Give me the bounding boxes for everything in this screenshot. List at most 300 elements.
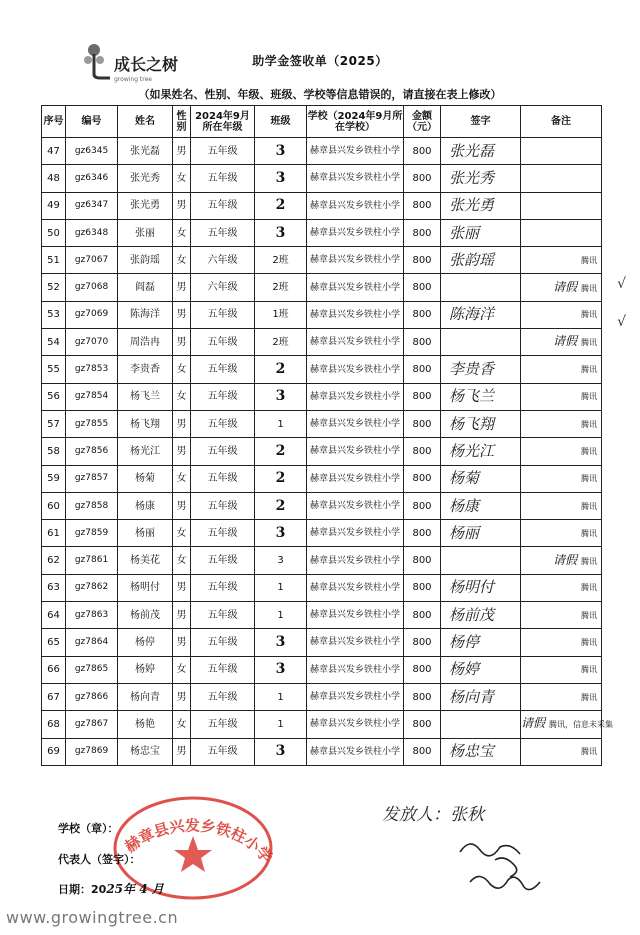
cell-code: gz7862	[66, 574, 118, 601]
cell-gender: 男	[173, 602, 191, 629]
cell-class: 2	[255, 465, 307, 492]
cell-no: 66	[42, 656, 66, 683]
header-name: 姓名	[118, 106, 173, 138]
cell-school: 赫章县兴发乡铁柱小学	[307, 683, 404, 710]
remark-text: 腾讯	[581, 692, 597, 702]
remark-text: 腾讯	[581, 446, 597, 456]
cell-amount: 800	[404, 656, 441, 683]
cell-grade: 五年级	[191, 656, 255, 683]
cell-signature: 张丽	[441, 219, 521, 246]
cell-signature: 杨忠宝	[441, 738, 521, 765]
cell-no: 51	[42, 247, 66, 274]
footer-date-label: 日期：2025年 4 月	[58, 882, 164, 896]
cell-no: 48	[42, 165, 66, 192]
cell-name: 杨艳	[118, 711, 173, 738]
cell-signature: 杨前茂	[441, 602, 521, 629]
cell-gender: 男	[173, 138, 191, 165]
cell-school: 赫章县兴发乡铁柱小学	[307, 547, 404, 574]
cell-remark	[521, 410, 602, 437]
cell-amount: 800	[404, 247, 441, 274]
cell-remark	[521, 329, 602, 356]
cell-gender: 男	[173, 629, 191, 656]
cell-grade: 六年级	[191, 274, 255, 301]
cell-class: 2	[255, 356, 307, 383]
remark-text: 腾讯	[581, 365, 597, 375]
cell-no: 63	[42, 574, 66, 601]
cell-remark	[521, 356, 602, 383]
cell-name: 陈海洋	[118, 301, 173, 328]
handwritten-issuer: 发放人：张秋	[382, 805, 484, 825]
remark-text: 腾讯	[581, 283, 597, 293]
cell-gender: 女	[173, 711, 191, 738]
table-row	[42, 356, 602, 383]
cell-school: 赫章县兴发乡铁柱小学	[307, 520, 404, 547]
cell-school: 赫章县兴发乡铁柱小学	[307, 219, 404, 246]
watermark-url: www.growingtree.cn	[6, 908, 179, 927]
cell-name: 杨飞兰	[118, 383, 173, 410]
cell-remark	[521, 629, 602, 656]
remark-text: 腾讯	[581, 747, 597, 757]
cell-remark	[521, 683, 602, 710]
cell-gender: 女	[173, 356, 191, 383]
cell-code: gz7867	[66, 711, 118, 738]
header-school: 学校（2024年9月所在学校）	[307, 106, 404, 138]
cell-class: 3	[255, 520, 307, 547]
cell-name: 张光勇	[118, 192, 173, 219]
cell-code: gz6346	[66, 165, 118, 192]
cell-amount: 800	[404, 492, 441, 519]
table-row	[42, 629, 602, 656]
cell-no: 59	[42, 465, 66, 492]
footer-school-label: 学校（章）：	[58, 822, 119, 835]
cell-class: 3	[255, 656, 307, 683]
cell-remark	[521, 301, 602, 328]
table-header-row	[42, 106, 602, 138]
cell-amount: 800	[404, 219, 441, 246]
cell-no: 65	[42, 629, 66, 656]
cell-amount: 800	[404, 438, 441, 465]
cell-no: 64	[42, 602, 66, 629]
cell-class: 2班	[255, 329, 307, 356]
cell-remark	[521, 574, 602, 601]
cell-remark	[521, 711, 614, 738]
cell-school: 赫章县兴发乡铁柱小学	[307, 738, 404, 765]
table-row	[42, 547, 602, 574]
table-row	[42, 219, 602, 246]
cell-name: 杨光江	[118, 438, 173, 465]
cell-code: gz6348	[66, 219, 118, 246]
cell-no: 68	[42, 711, 66, 738]
cell-no: 56	[42, 383, 66, 410]
cell-class: 2班	[255, 274, 307, 301]
cell-signature	[441, 274, 521, 301]
cell-no: 67	[42, 683, 66, 710]
cell-school: 赫章县兴发乡铁柱小学	[307, 329, 404, 356]
cell-no: 49	[42, 192, 66, 219]
cell-class: 2班	[255, 247, 307, 274]
remark-text: 腾讯	[581, 528, 597, 538]
logo-text: 成长之树	[114, 55, 179, 74]
cell-grade: 五年级	[191, 520, 255, 547]
cell-code: gz7854	[66, 383, 118, 410]
table-row	[42, 301, 602, 328]
cell-signature: 杨菊	[441, 465, 521, 492]
cell-signature: 张光勇	[441, 192, 521, 219]
cell-amount: 800	[404, 574, 441, 601]
svg-text:赫章县兴发乡铁柱小学: 赫章县兴发乡铁柱小学	[121, 816, 276, 867]
page-subtitle: （如果姓名、性别、年级、班级、学校等信息错误的，请直接在表上修改）	[138, 88, 502, 101]
cell-school: 赫章县兴发乡铁柱小学	[307, 138, 404, 165]
cell-name: 杨前茂	[118, 602, 173, 629]
cell-remark	[521, 738, 602, 765]
remark-text: 腾讯	[581, 665, 597, 675]
cell-school: 赫章县兴发乡铁柱小学	[307, 438, 404, 465]
cell-remark	[521, 602, 602, 629]
cell-code: gz7858	[66, 492, 118, 519]
cell-remark	[521, 247, 602, 274]
remark-text: 腾讯	[581, 501, 597, 511]
remark-text: 腾讯	[581, 556, 597, 566]
table-row	[42, 192, 602, 219]
cell-code: gz7068	[66, 274, 118, 301]
cell-name: 杨向青	[118, 683, 173, 710]
signature-table	[41, 105, 614, 766]
cell-signature: 张韵瑶	[441, 247, 521, 274]
cell-school: 赫章县兴发乡铁柱小学	[307, 656, 404, 683]
table-row	[42, 329, 602, 356]
header-grade: 2024年9月所在年级	[191, 106, 255, 138]
cell-no: 52	[42, 274, 66, 301]
cell-name: 杨明付	[118, 574, 173, 601]
table-row	[42, 465, 602, 492]
cell-name: 杨飞翔	[118, 410, 173, 437]
cell-class: 1	[255, 602, 307, 629]
remark-text: 腾讯	[581, 610, 597, 620]
cell-gender: 男	[173, 738, 191, 765]
table-row	[42, 410, 602, 437]
cell-amount: 800	[404, 547, 441, 574]
cell-class: 3	[255, 383, 307, 410]
cell-school: 赫章县兴发乡铁柱小学	[307, 574, 404, 601]
header-class: 班级	[255, 106, 307, 138]
cell-no: 55	[42, 356, 66, 383]
header-code: 编号	[66, 106, 118, 138]
cell-gender: 男	[173, 274, 191, 301]
cell-remark	[521, 192, 602, 219]
cell-code: gz7864	[66, 629, 118, 656]
cell-gender: 男	[173, 301, 191, 328]
remark-text: 腾讯	[581, 419, 597, 429]
cell-code: gz6345	[66, 138, 118, 165]
cell-school: 赫章县兴发乡铁柱小学	[307, 492, 404, 519]
cell-signature	[441, 711, 521, 738]
cell-no: 57	[42, 410, 66, 437]
cell-code: gz7069	[66, 301, 118, 328]
cell-name: 杨婷	[118, 656, 173, 683]
header-signature: 签字	[441, 106, 521, 138]
cell-class: 2	[255, 192, 307, 219]
cell-signature: 杨飞翔	[441, 410, 521, 437]
footer-date-handwritten: 25年 4 月	[106, 882, 164, 896]
handwritten-signature-scribble	[450, 832, 570, 902]
cell-remark	[521, 383, 602, 410]
cell-grade: 五年级	[191, 410, 255, 437]
cell-name: 张光秀	[118, 165, 173, 192]
cell-grade: 五年级	[191, 383, 255, 410]
cell-name: 张韵瑶	[118, 247, 173, 274]
cell-code: gz6347	[66, 192, 118, 219]
cell-amount: 800	[404, 138, 441, 165]
cell-class: 1	[255, 410, 307, 437]
cell-grade: 五年级	[191, 492, 255, 519]
table-row	[42, 247, 602, 274]
cell-grade: 五年级	[191, 438, 255, 465]
cell-class: 3	[255, 738, 307, 765]
cell-grade: 五年级	[191, 465, 255, 492]
cell-school: 赫章县兴发乡铁柱小学	[307, 301, 404, 328]
remark-text: 腾讯	[581, 310, 597, 320]
cell-no: 62	[42, 547, 66, 574]
handwritten-leave: 请假	[552, 279, 577, 294]
cell-signature: 杨飞兰	[441, 383, 521, 410]
cell-school: 赫章县兴发乡铁柱小学	[307, 165, 404, 192]
cell-class: 3	[255, 547, 307, 574]
cell-remark	[521, 438, 602, 465]
cell-grade: 五年级	[191, 138, 255, 165]
cell-school: 赫章县兴发乡铁柱小学	[307, 274, 404, 301]
remark-text: 腾讯	[581, 255, 597, 265]
check-mark: √	[617, 314, 626, 330]
table-row	[42, 492, 602, 519]
cell-name: 周浩冉	[118, 329, 173, 356]
cell-signature: 陈海洋	[441, 301, 521, 328]
cell-amount: 800	[404, 301, 441, 328]
table-row	[42, 383, 602, 410]
cell-gender: 女	[173, 219, 191, 246]
cell-gender: 男	[173, 683, 191, 710]
cell-school: 赫章县兴发乡铁柱小学	[307, 629, 404, 656]
cell-code: gz7070	[66, 329, 118, 356]
cell-no: 58	[42, 438, 66, 465]
table-row	[42, 574, 602, 601]
logo-subtext: growing tree	[114, 76, 152, 83]
cell-code: gz7853	[66, 356, 118, 383]
cell-name: 阎磊	[118, 274, 173, 301]
cell-code: gz7855	[66, 410, 118, 437]
cell-school: 赫章县兴发乡铁柱小学	[307, 711, 404, 738]
handwritten-leave: 请假	[552, 334, 577, 349]
cell-class: 1	[255, 683, 307, 710]
cell-school: 赫章县兴发乡铁柱小学	[307, 383, 404, 410]
cell-class: 1	[255, 711, 307, 738]
cell-grade: 五年级	[191, 602, 255, 629]
cell-class: 1班	[255, 301, 307, 328]
cell-grade: 五年级	[191, 738, 255, 765]
cell-grade: 五年级	[191, 165, 255, 192]
cell-class: 3	[255, 165, 307, 192]
cell-school: 赫章县兴发乡铁柱小学	[307, 602, 404, 629]
cell-no: 60	[42, 492, 66, 519]
cell-amount: 800	[404, 192, 441, 219]
cell-gender: 男	[173, 329, 191, 356]
cell-name: 张丽	[118, 219, 173, 246]
cell-amount: 800	[404, 329, 441, 356]
cell-signature: 杨停	[441, 629, 521, 656]
cell-grade: 五年级	[191, 192, 255, 219]
cell-amount: 800	[404, 383, 441, 410]
table-row	[42, 683, 602, 710]
cell-amount: 800	[404, 683, 441, 710]
remark-text: 腾讯	[581, 392, 597, 402]
cell-gender: 女	[173, 465, 191, 492]
cell-gender: 女	[173, 383, 191, 410]
cell-name: 张光磊	[118, 138, 173, 165]
cell-signature: 杨康	[441, 492, 521, 519]
cell-name: 杨忠宝	[118, 738, 173, 765]
remark-text: 腾讯	[581, 583, 597, 593]
cell-amount: 800	[404, 738, 441, 765]
cell-remark	[521, 465, 602, 492]
cell-signature: 杨光江	[441, 438, 521, 465]
cell-class: 1	[255, 574, 307, 601]
cell-gender: 男	[173, 438, 191, 465]
remark-text: 腾讯	[581, 637, 597, 647]
cell-gender: 男	[173, 574, 191, 601]
cell-name: 杨美花	[118, 547, 173, 574]
cell-amount: 800	[404, 711, 441, 738]
cell-grade: 五年级	[191, 683, 255, 710]
cell-name: 杨菊	[118, 465, 173, 492]
cell-grade: 五年级	[191, 574, 255, 601]
cell-amount: 800	[404, 274, 441, 301]
header-gender: 性别	[173, 106, 191, 138]
table-row	[42, 138, 602, 165]
cell-class: 3	[255, 629, 307, 656]
cell-class: 3	[255, 138, 307, 165]
cell-signature: 李贵香	[441, 356, 521, 383]
cell-signature: 杨明付	[441, 574, 521, 601]
cell-remark	[521, 138, 602, 165]
cell-code: gz7067	[66, 247, 118, 274]
cell-gender: 男	[173, 410, 191, 437]
remark-text: 腾讯，信息未采集	[549, 720, 614, 730]
cell-school: 赫章县兴发乡铁柱小学	[307, 465, 404, 492]
cell-grade: 五年级	[191, 547, 255, 574]
cell-amount: 800	[404, 165, 441, 192]
cell-amount: 800	[404, 465, 441, 492]
cell-amount: 800	[404, 629, 441, 656]
header-remark: 备注	[521, 106, 602, 138]
cell-signature	[441, 329, 521, 356]
cell-no: 69	[42, 738, 66, 765]
cell-school: 赫章县兴发乡铁柱小学	[307, 192, 404, 219]
cell-class: 2	[255, 438, 307, 465]
table-row	[42, 602, 602, 629]
cell-amount: 800	[404, 520, 441, 547]
table-body	[42, 138, 614, 766]
cell-remark	[521, 520, 602, 547]
cell-no: 53	[42, 301, 66, 328]
cell-class: 3	[255, 219, 307, 246]
cell-signature: 杨婷	[441, 656, 521, 683]
cell-amount: 800	[404, 602, 441, 629]
table-row	[42, 520, 602, 547]
cell-gender: 男	[173, 492, 191, 519]
table-row	[42, 738, 602, 765]
cell-name: 杨丽	[118, 520, 173, 547]
cell-code: gz7869	[66, 738, 118, 765]
cell-remark	[521, 547, 602, 574]
cell-grade: 五年级	[191, 219, 255, 246]
cell-no: 47	[42, 138, 66, 165]
cell-gender: 男	[173, 192, 191, 219]
cell-grade: 六年级	[191, 247, 255, 274]
cell-grade: 五年级	[191, 301, 255, 328]
cell-code: gz7856	[66, 438, 118, 465]
cell-remark	[521, 492, 602, 519]
cell-amount: 800	[404, 356, 441, 383]
cell-remark	[521, 656, 602, 683]
cell-gender: 女	[173, 165, 191, 192]
check-mark: √	[617, 276, 626, 292]
cell-no: 61	[42, 520, 66, 547]
remark-text: 腾讯	[581, 338, 597, 348]
cell-signature: 张光磊	[441, 138, 521, 165]
table-row	[42, 438, 602, 465]
table-row	[42, 165, 602, 192]
cell-code: gz7859	[66, 520, 118, 547]
cell-code: gz7857	[66, 465, 118, 492]
cell-class: 2	[255, 492, 307, 519]
header-amount: 金额（元）	[404, 106, 441, 138]
cell-no: 54	[42, 329, 66, 356]
cell-code: gz7866	[66, 683, 118, 710]
cell-grade: 五年级	[191, 629, 255, 656]
cell-remark	[521, 274, 602, 301]
cell-grade: 五年级	[191, 329, 255, 356]
cell-gender: 女	[173, 547, 191, 574]
cell-no: 50	[42, 219, 66, 246]
handwritten-leave: 请假	[552, 552, 577, 567]
cell-name: 杨停	[118, 629, 173, 656]
cell-remark	[521, 165, 602, 192]
cell-grade: 五年级	[191, 356, 255, 383]
cell-remark	[521, 219, 602, 246]
cell-name: 杨康	[118, 492, 173, 519]
cell-school: 赫章县兴发乡铁柱小学	[307, 356, 404, 383]
cell-signature: 杨向青	[441, 683, 521, 710]
footer-rep-label: 代表人（签字）：	[58, 853, 141, 866]
page-title: 助学金签收单（2025）	[252, 54, 388, 68]
header-no: 序号	[42, 106, 66, 138]
table-row	[42, 656, 602, 683]
cell-signature: 张光秀	[441, 165, 521, 192]
table-row	[42, 711, 602, 738]
cell-school: 赫章县兴发乡铁柱小学	[307, 410, 404, 437]
cell-gender: 女	[173, 520, 191, 547]
handwritten-leave: 请假	[521, 716, 546, 731]
remark-text: 腾讯	[581, 474, 597, 484]
cell-gender: 女	[173, 656, 191, 683]
cell-grade: 五年级	[191, 711, 255, 738]
cell-name: 李贵香	[118, 356, 173, 383]
cell-code: gz7863	[66, 602, 118, 629]
cell-code: gz7861	[66, 547, 118, 574]
cell-school: 赫章县兴发乡铁柱小学	[307, 247, 404, 274]
table-row	[42, 274, 602, 301]
cell-signature	[441, 547, 521, 574]
cell-gender: 女	[173, 247, 191, 274]
